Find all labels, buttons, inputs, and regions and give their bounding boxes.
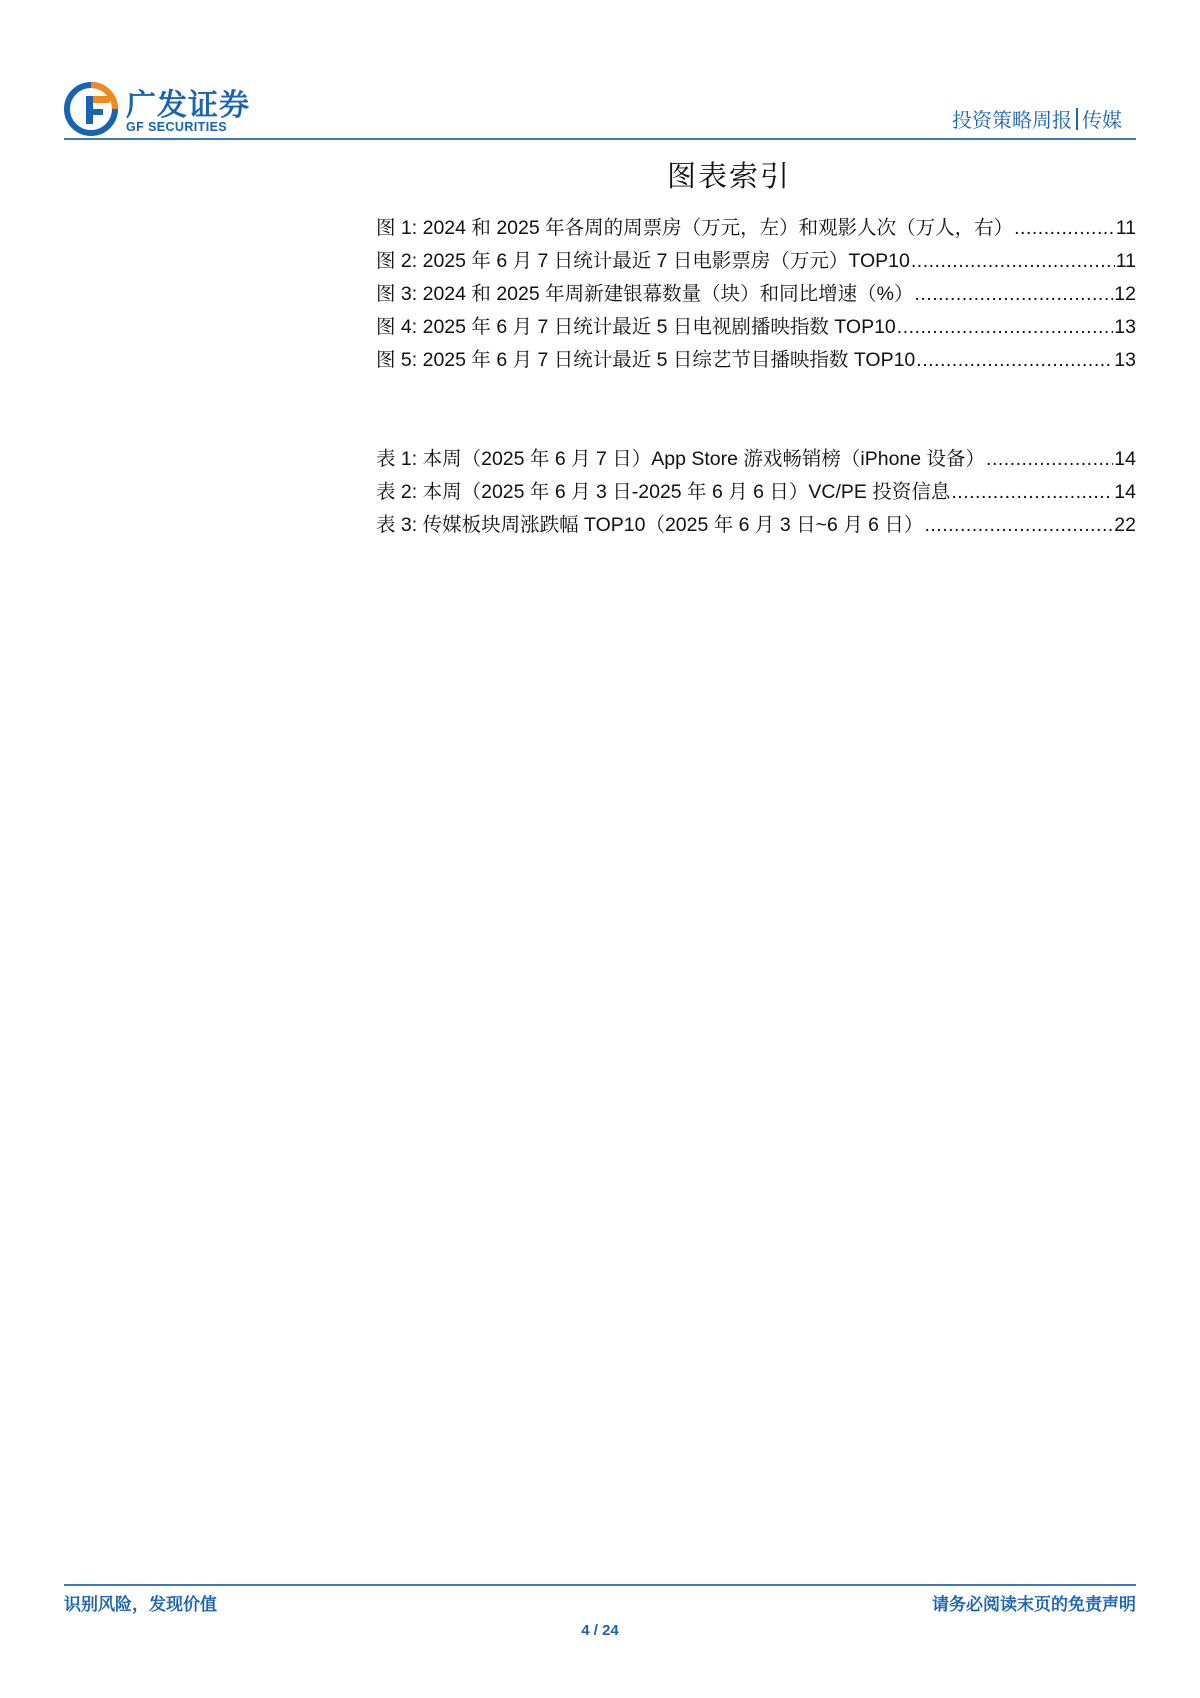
toc-entry-label: 表 2: 本周（2025 年 6 月 3 日-2025 年 6 月 6 日）VC/PE 投资信息 <box>376 481 951 503</box>
toc-entry-label: 表 1: 本周（2025 年 6 月 7 日）App Store 游戏畅销榜（iPhone 设备） <box>376 448 986 470</box>
toc-entry-table-3[interactable] <box>376 504 1136 537</box>
toc-entry-figure-2[interactable] <box>376 240 1136 273</box>
toc-entry-page: 12 <box>1114 283 1136 305</box>
header-divider <box>64 138 1136 140</box>
toc-entry-page: 14 <box>1114 448 1136 470</box>
toc-dot-leader <box>911 249 1115 273</box>
toc-entry-table-1[interactable] <box>376 438 1136 471</box>
logo-english-name: GF SECURITIES <box>126 120 228 134</box>
toc-entry-figure-1[interactable] <box>376 207 1136 240</box>
toc-entry-label: 图 5: 2025 年 6 月 7 日统计最近 5 日综艺节目播映指数 TOP10 <box>376 349 916 371</box>
toc-entry-table-2[interactable] <box>376 471 1136 504</box>
page-number: 4 / 24 <box>581 1622 619 1639</box>
page-title <box>0 154 1200 195</box>
page-title-text: 图表索引 <box>666 159 791 193</box>
toc-dot-leader <box>924 513 1113 537</box>
toc-dot-leader <box>1014 216 1115 240</box>
logo-chinese-name: 广发证券 <box>126 88 250 123</box>
footer-divider <box>64 1584 1136 1586</box>
toc-dot-leader <box>986 447 1113 471</box>
toc-dot-leader <box>914 282 1113 306</box>
toc-entry-figure-5[interactable] <box>376 339 1136 372</box>
toc-entry-page: 13 <box>1114 349 1136 371</box>
toc-entry-label: 表 3: 传媒板块周涨跌幅 TOP10（2025 年 6 月 3 日~6 月 6 日） <box>376 514 924 536</box>
header-separator <box>1076 108 1078 130</box>
toc-dot-leader <box>916 348 1113 372</box>
footer-disclaimer-notice: 请务必阅读末页的免责声明 <box>932 1595 1136 1615</box>
toc-entry-page: 14 <box>1114 481 1136 503</box>
toc-entry-figure-3[interactable] <box>376 273 1136 306</box>
gf-logo-mark-icon <box>64 82 118 136</box>
report-sector: 传媒 <box>1082 108 1122 132</box>
toc-dot-leader <box>951 480 1113 504</box>
toc-entry-figure-4[interactable] <box>376 306 1136 339</box>
toc-entry-page: 22 <box>1114 514 1136 536</box>
toc-entry-label: 图 1: 2024 和 2025 年各周的周票房（万元，左）和观影人次（万人，右） <box>376 217 1014 239</box>
toc-dot-leader <box>897 315 1114 339</box>
figure-index-list <box>376 207 1136 372</box>
toc-entry-page: 13 <box>1114 316 1136 338</box>
page-header <box>64 78 1136 140</box>
table-index-list <box>376 438 1136 537</box>
report-category <box>952 104 1122 133</box>
footer-slogan: 识别风险，发现价值 <box>64 1595 217 1615</box>
toc-entry-page: 11 <box>1115 217 1136 239</box>
gf-securities-logo <box>64 82 254 136</box>
report-type: 投资策略周报 <box>952 108 1072 132</box>
toc-entry-label: 图 4: 2025 年 6 月 7 日统计最近 5 日电视剧播映指数 TOP10 <box>376 316 896 338</box>
toc-entry-page: 11 <box>1115 250 1136 272</box>
toc-entry-label: 图 2: 2025 年 6 月 7 日统计最近 7 日电影票房（万元）TOP10 <box>376 250 910 272</box>
toc-entry-label: 图 3: 2024 和 2025 年周新建银幕数量（块）和同比增速（%） <box>376 283 914 305</box>
